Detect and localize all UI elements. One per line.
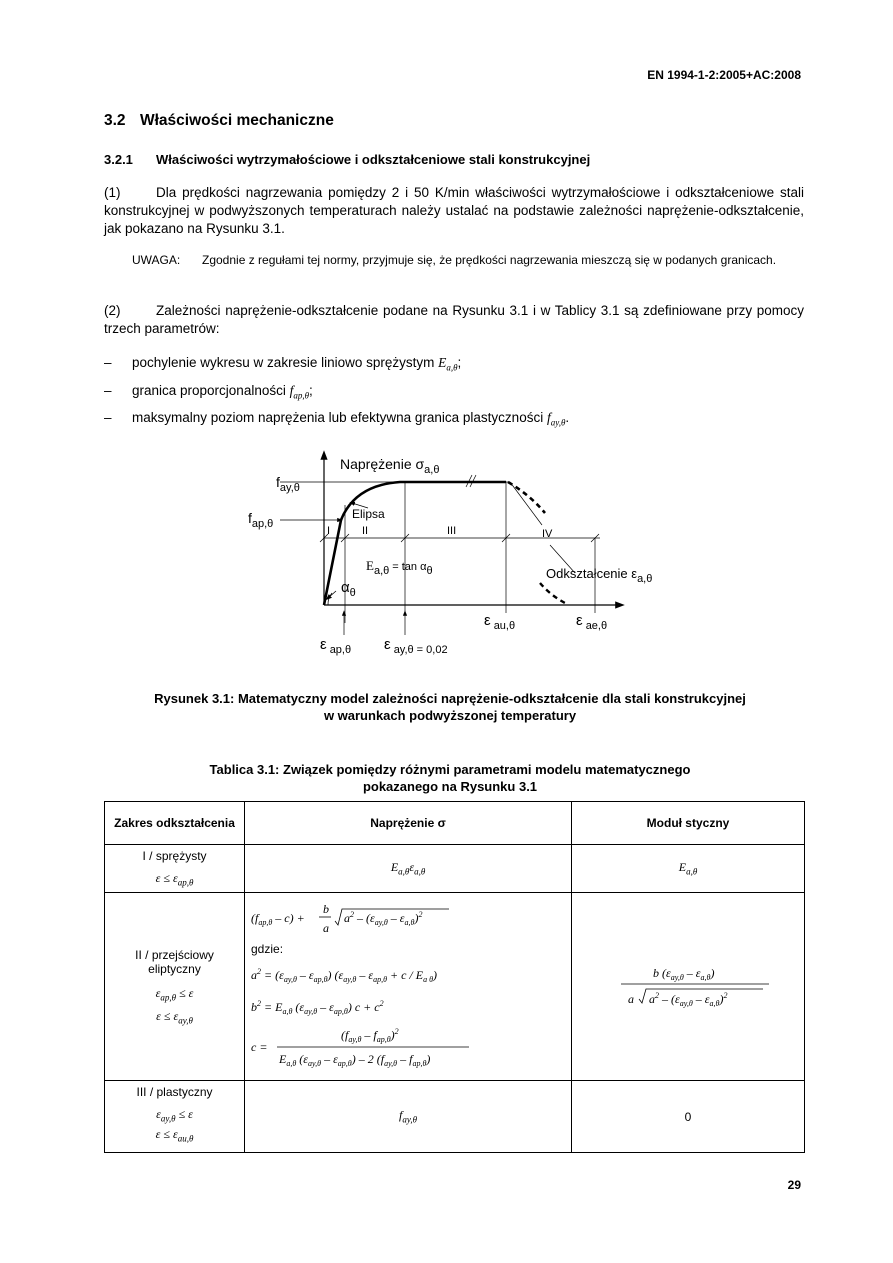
stress-cell: $f_{ay,\theta}$ (245, 1081, 572, 1153)
paragraph-number: (1) (104, 185, 121, 200)
list-item: – granica proporcjonalności $f_{ap,\theta}$; (104, 383, 313, 401)
subsection-number: 3.2.1 (104, 152, 133, 167)
modulus-cell: $E_{a,\theta}$ (572, 845, 805, 893)
zone-label: II (362, 525, 369, 537)
svg-text:b2 = Ea,θ (εay,θ – εap,θ) c +: $b^2 = E_{a,\theta}$ $(\varepsilon_{ay,\theta} - \varepsilon_{ap,\theta}) c + c^2$ (251, 999, 384, 1016)
eps-ap-label: ε $_{ap,\theta}$ (320, 636, 352, 656)
svg-text:a: a (323, 921, 330, 935)
column-header: Zakres odkształcenia (105, 802, 245, 845)
parameters-table (104, 801, 805, 1153)
list-item: – pochylenie wykresu w zakresie liniowo sprężystym $E_{a,\theta}$; (104, 355, 462, 373)
paragraph-text: Dla prędkości nagrzewania pomiędzy 2 i 50 K/min właściwości wytrzymałościowe i odkształceniowe stali konstrukcyjnej w podwyższonych temperaturach należy ustalać na podstawie zależności naprężenie-odkształcenie, jak pokazano na Rysunku 3.1. (104, 185, 804, 236)
paragraph-2 (104, 302, 804, 338)
fap-label: $f_{ap,\theta}$ (248, 510, 274, 530)
fay-label: $f_{ay,\theta}$ (276, 474, 300, 494)
tangent-modulus-formula (573, 957, 803, 1017)
ellipse-label: Elipsa (352, 507, 385, 521)
list-item: – maksymalny poziom naprężenia lub efektywna granica plastyczności $f_{ay,\theta}$. (104, 410, 570, 428)
svg-text:Ea,θ (εay,θ – εap,θ) – 2 (fay,: $E_{a,\theta}$ $(\varepsilon_{ay,\theta} - \varepsilon_{ap,\theta}) - 2$ $(f_{ay,\theta} - f_{ap,\theta})$ (279, 1052, 431, 1068)
paragraph-text: Zależności naprężenie-odkształcenie podane na Rysunku 3.1 i w Tablicy 3.1 są zdefiniowane przy pomocy trzech parametrów: (104, 303, 804, 336)
section-title: Właściwości mechaniczne (140, 112, 334, 129)
zone-label: I (327, 525, 331, 537)
eps-ae-label: ε $_{ae,\theta}$ (576, 612, 608, 632)
note (132, 252, 804, 268)
subsection-heading (104, 152, 590, 167)
svg-text:b (εay,θ – εa,θ): b $(\varepsilon_{ay,\theta} - \varepsilon_{a,\theta})$ (653, 965, 715, 982)
zone-label: III (447, 525, 457, 537)
range-cell: III / plastyczny $\varepsilon_{ay,\theta} \le \varepsilon$ $\varepsilon \le \varepsilon_{au,\theta}$ (105, 1081, 245, 1153)
svg-text:a2 – (εay,θ – εa,θ)2: $a^2 - (\varepsilon_{ay,\theta} - \varepsilon_{a,\theta})^2$ (344, 910, 423, 927)
section-heading (104, 112, 334, 130)
stress-axis-label: Naprężenie $\sigma_{a,\theta}$ (340, 456, 440, 476)
stress-cell: $E_{a,\theta}\varepsilon_{a,\theta}$ (245, 845, 572, 893)
svg-text:(fap,θ – c) +: $(f_{ap,\theta} - c)$ + (251, 911, 305, 927)
modulus-label: $E_{a,\theta}$ $^{= tan \alpha}_\theta$ (366, 558, 433, 577)
figure-caption: Rysunek 3.1: Matematyczny model zależności naprężenie-odkształcenie dla stali konstrukcyjnej w warunkach podwyższonej temperatury (154, 691, 746, 723)
column-header: Moduł styczny (572, 802, 805, 845)
table-caption: Tablica 3.1: Związek pomiędzy różnymi parametrami modelu matematycznego pokazanego na Rysunku 3.1 (209, 762, 691, 794)
column-header: Naprężenie σ (245, 802, 572, 845)
table-row (105, 1081, 805, 1153)
stress-strain-figure (240, 445, 690, 670)
table-row (105, 893, 805, 1081)
section-number: 3.2 (104, 112, 126, 129)
table-header-row (105, 802, 805, 845)
paragraph-number: (2) (104, 303, 121, 318)
modulus-cell (572, 893, 805, 1081)
page-number: 29 (787, 1178, 801, 1192)
paragraph-1 (104, 184, 804, 238)
eps-au-label: ε $_{au,\theta}$ (484, 612, 516, 632)
svg-text:gdzie:: gdzie: (251, 942, 284, 956)
svg-text:a: a (628, 991, 634, 1006)
note-text: Zgodnie z regułami tej normy, przyjmuje się, że prędkości nagrzewania mieszczą się w podanych granicach. (202, 253, 777, 267)
subsection-title: Właściwości wytrzymałościowe i odkształceniowe stali konstrukcyjnej (156, 152, 591, 167)
strain-axis-label: Odkształcenie $\varepsilon_{a,\theta}$ (546, 566, 653, 585)
svg-text:b: b (323, 902, 330, 916)
standard-header: EN 1994-1-2:2005+AC:2008 (647, 68, 801, 82)
modulus-cell: 0 (572, 1081, 805, 1153)
table-row (105, 845, 805, 893)
svg-text:a2 = (εay,θ – εap,θ) (εay,θ –: $a^2 = (\varepsilon_{ay,\theta} - \varepsilon_{ap,\theta})$ $(\varepsilon_{ay,\theta} - \varepsilon_{ap,\theta} + c / E_{a \theta})$ (251, 967, 438, 984)
zone-label: IV (542, 528, 553, 540)
range-cell: II / przejściowy eliptyczny $\varepsilon_{ap,\theta} \le \varepsilon$ $\varepsilon \le \varepsilon_{ay,\theta}$ (105, 893, 245, 1081)
ellipse-formulas (249, 897, 565, 1073)
note-label: UWAGA: (132, 253, 181, 267)
alpha-label: $\alpha_\theta$ (341, 579, 356, 599)
stress-cell (245, 893, 572, 1081)
eps-ay-label: ε $_{ay,\theta}$ = 0,02 (384, 636, 448, 656)
svg-text:c =: c = (251, 1040, 268, 1054)
svg-text:a2 – (εay,θ – εa,θ)2: $a^2 - (\varepsilon_{ay,\theta} - \varepsilon_{a,\theta})^2$ (649, 990, 728, 1008)
svg-text:(fay,θ – fap,θ)2: $(f_{ay,\theta} - f_{ap,\theta})^2$ (341, 1027, 399, 1044)
range-cell: I / sprężysty $\varepsilon \le \varepsilon_{ap,\theta}$ (105, 845, 245, 893)
